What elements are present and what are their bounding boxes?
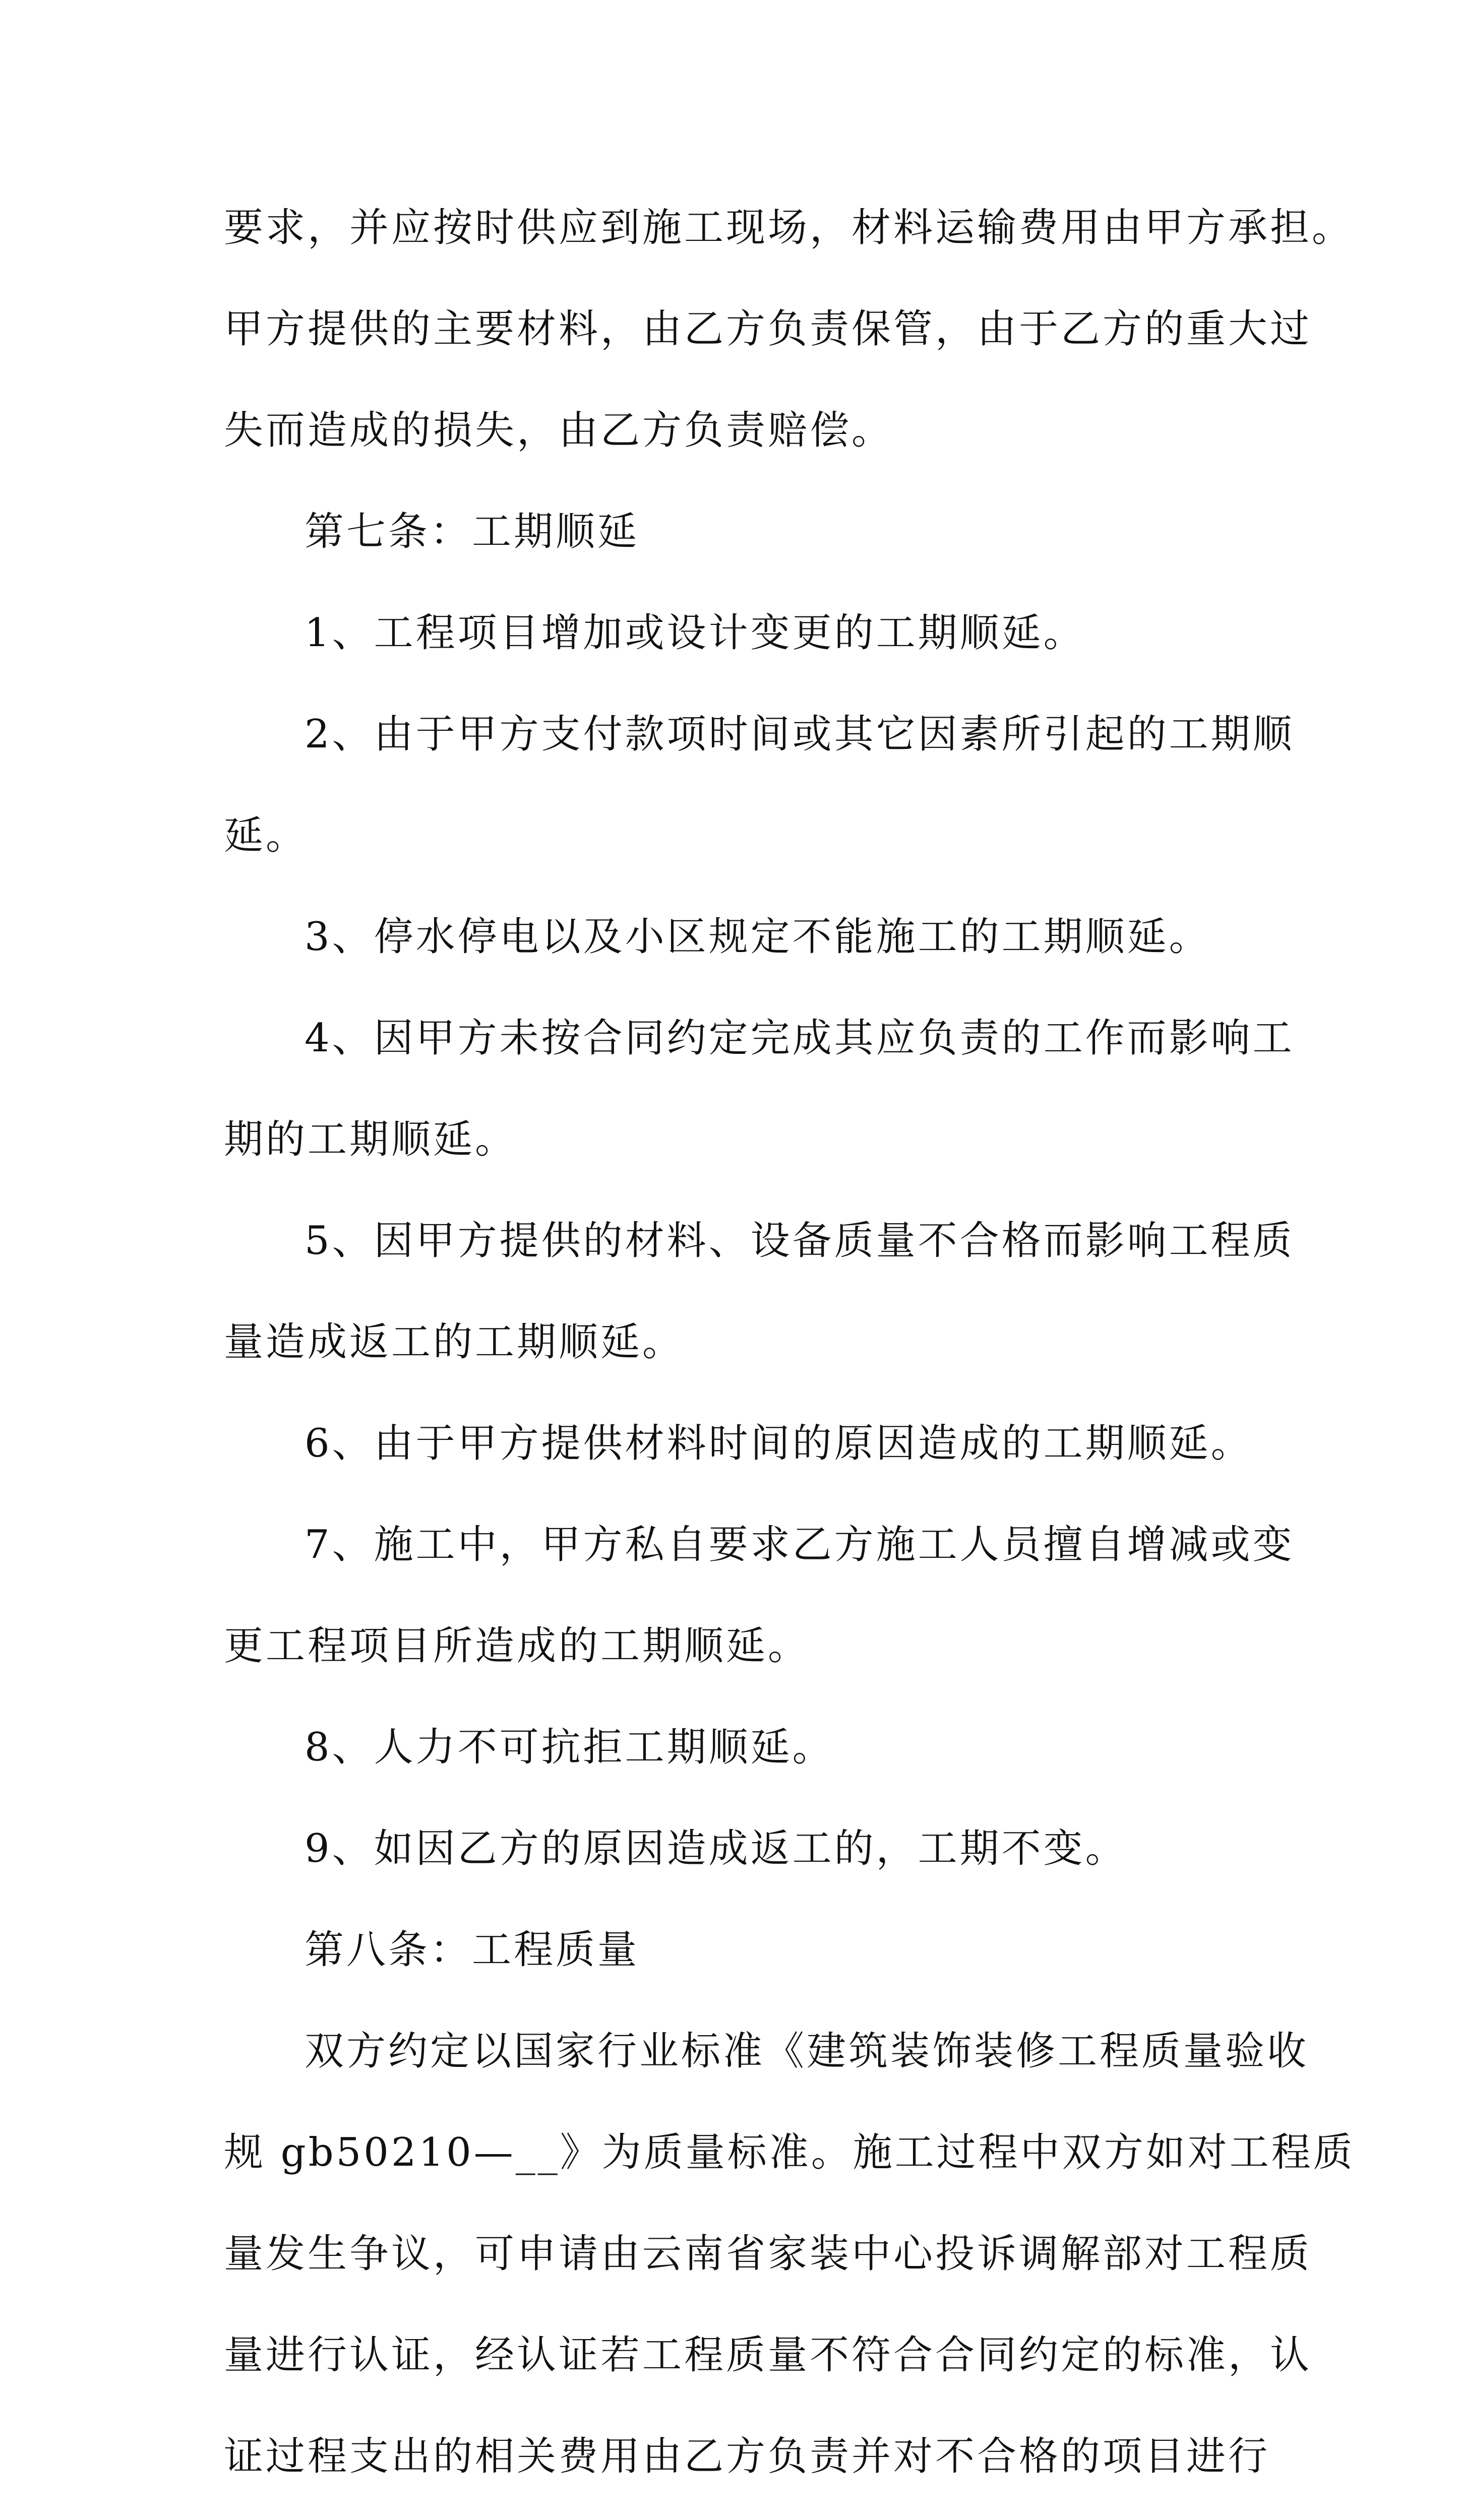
text-line: 要求，并应按时供应到施工现场，材料运输费用由甲方承担。: [224, 205, 1354, 250]
text-line: 第八条：工程质量: [305, 1927, 640, 1973]
text-line: 更工程项目所造成的工期顺延。: [224, 1623, 810, 1669]
document-body: [224, 177, 1355, 2520]
text-line: 规 gb50210—__》为质量标准。施工过程中双方如对工程质: [224, 2130, 1355, 2175]
text-line: 6、由于甲方提供材料时间的原因造成的工期顺延。: [305, 1421, 1253, 1466]
text-line: 量进行认证，经认证若工程质量不符合合同约定的标准，认: [224, 2333, 1312, 2378]
text-line: 5、因甲方提供的材料、设备质量不合格而影响工程质: [305, 1218, 1295, 1264]
text-line: 9、如因乙方的原因造成返工的，工期不变。: [305, 1826, 1127, 1871]
text-line: 期的工期顺延。: [224, 1117, 517, 1162]
text-line: 延。: [224, 813, 308, 858]
text-line: 7、施工中，甲方私自要求乙方施工人员擅自增减或变: [305, 1522, 1295, 1567]
text-line: 证过程支出的相关费用由乙方负责并对不合格的项目进行: [224, 2434, 1270, 2479]
text-line: 失而造成的损失，由乙方负责赔偿。: [224, 408, 894, 453]
text-line: 4、因甲方未按合同约定完成其应负责的工作而影响工: [305, 1016, 1295, 1061]
text-line: 量造成返工的工期顺延。: [224, 1319, 685, 1365]
text-line: 量发生争议，可申请由云南省家装中心投诉调解部对工程质: [224, 2231, 1312, 2277]
text-line: [224, 2507, 1242, 2520]
text-line: 1、工程项目增加或设计变更的工期顺延。: [305, 610, 1085, 656]
text-line: 8、人力不可抗拒工期顺延。: [305, 1725, 834, 1770]
text-line: 双方约定以国家行业标准《建筑装饰装修工程质量验收: [305, 2029, 1309, 2074]
text-line: 2、由于甲方支付款项时间或其它因素所引起的工期顺: [305, 712, 1295, 757]
text-line: 第七条：工期顺延: [305, 509, 640, 554]
text-line: 3、停水停电以及小区规定不能施工的工期顺延。: [305, 914, 1211, 960]
text-line: 甲方提供的主要材料，由乙方负责保管，由于乙方的重大过: [224, 306, 1312, 352]
